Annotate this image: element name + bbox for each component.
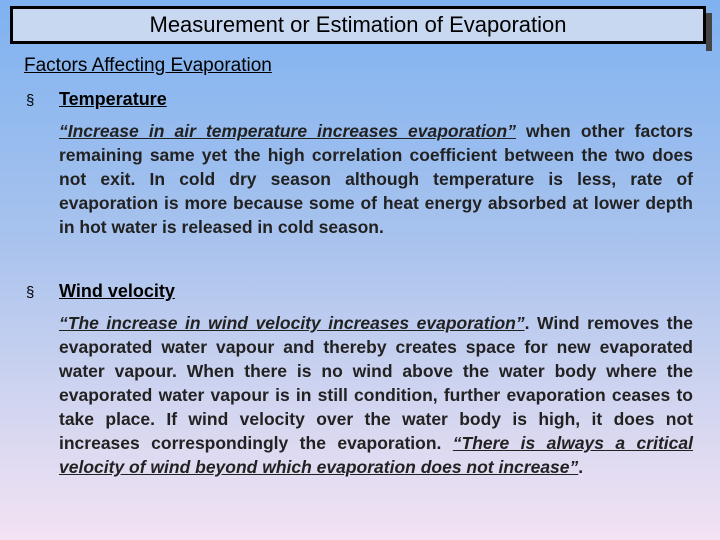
bullet-icon: § xyxy=(26,284,35,301)
item-quote: “The increase in wind velocity increases evaporation” xyxy=(59,313,525,333)
item-body: when other factors remaining same yet the high correlation coefficient between the two does not exit. In cold dry season although temperature is less, rate of evaporation is more because some of heat energy absorbed at lower depth in hot water is released in cold season. xyxy=(59,121,693,237)
item-quote: “Increase in air temperature increases evaporation” xyxy=(59,121,516,141)
section-heading: Factors Affecting Evaporation xyxy=(24,55,272,76)
slide-title xyxy=(10,6,706,44)
item-label-wind-velocity: Wind velocity xyxy=(59,281,175,301)
bullet-icon: § xyxy=(26,92,35,109)
slide-title-text: Measurement or Estimation of Evaporation xyxy=(149,12,567,37)
item-quote-critical: “There is always a critical velocity of wind beyond which evaporation does not increase” xyxy=(59,433,693,477)
item-paragraph-wind-velocity xyxy=(59,311,693,479)
item-paragraph-temperature xyxy=(59,119,693,239)
item-label-temperature: Temperature xyxy=(59,89,167,109)
item-tail: . xyxy=(578,457,584,477)
item-body: . Wind removes the evaporated water vapour and thereby creates space for new evaporated water vapour. When there is no wind above the water body where the evaporated water vapour is in still condition, further evaporation ceases to take place. If wind velocity over the water body is high, it does not increases correspondingly the evaporation. xyxy=(59,313,693,453)
